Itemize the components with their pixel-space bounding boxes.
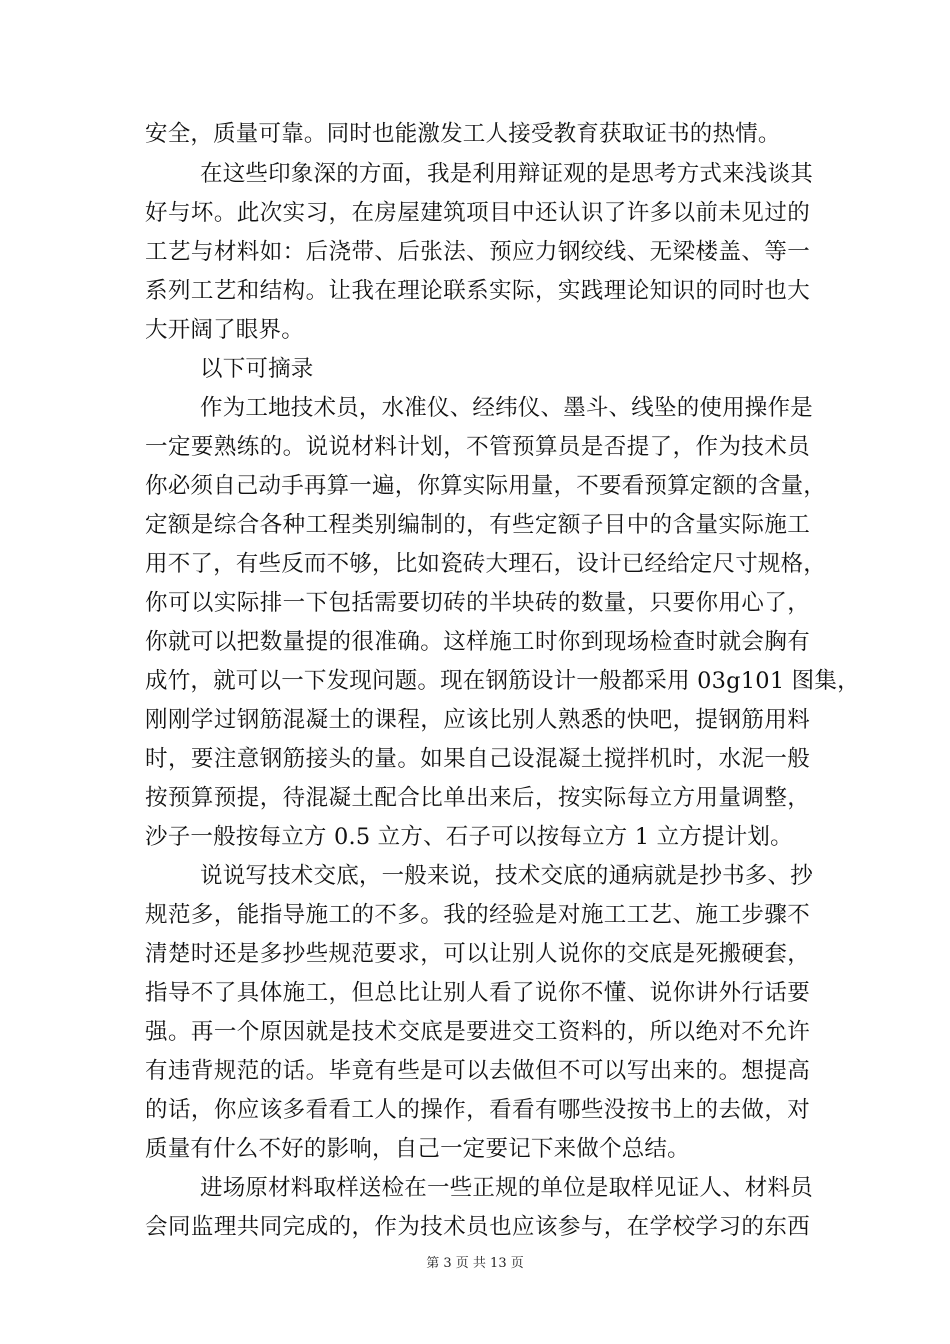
text-line: 工艺与材料如：后浇带、后张法、预应力钢绞线、无梁楼盖、等一 [145, 239, 810, 265]
text-line: 时，要注意钢筋接头的量。如果自己设混凝土搅拌机时，水泥一般 [145, 746, 810, 772]
text-line: 大开阔了眼界。 [145, 317, 304, 343]
text-line: 的话，你应该多看看工人的操作，看看有哪些没按书上的去做，对 [145, 1097, 810, 1123]
text-line: 你必须自己动手再算一遍，你算实际用量，不要看预算定额的含量， [145, 473, 827, 499]
text-line: 质量有什么不好的影响，自己一定要记下来做个总结。 [145, 1136, 690, 1162]
text-line: 一定要熟练的。说说材料计划，不管预算员是否提了，作为技术员 [145, 434, 810, 460]
paragraph-first-line: 进场原材料取样送检在一些正规的单位是取样见证人、材料员 [200, 1175, 813, 1201]
text-line: 定额是综合各种工程类别编制的，有些定额子目中的含量实际施工 [145, 512, 810, 538]
text-line: 沙子一般按每立方 0.5 立方、石子可以按每立方 1 立方提计划。 [145, 824, 793, 850]
text-line: 有违背规范的话。毕竟有些是可以去做但不可以写出来的。想提高 [145, 1058, 810, 1084]
page-number-text: 第 3 页 共 13 页 [426, 1256, 524, 1271]
text-line: 会同监理共同完成的，作为技术员也应该参与，在学校学习的东西 [145, 1214, 810, 1240]
text-line: 用不了，有些反而不够，比如瓷砖大理石，设计已经给定尺寸规格， [145, 551, 827, 577]
text-line: 好与坏。此次实习，在房屋建筑项目中还认识了许多以前未见过的 [145, 200, 810, 226]
text-line: 指导不了具体施工，但总比让别人看了说你不懂、说你讲外行话要 [145, 980, 810, 1006]
page-number-footer [0, 1252, 950, 1271]
text-line: 安全，质量可靠。同时也能激发工人接受教育获取证书的热情。 [145, 121, 781, 147]
text-line: 你可以实际排一下包括需要切砖的半块砖的数量，只要你用心了， [145, 590, 810, 616]
section-note: 以下可摘录 [200, 356, 314, 382]
text-line: 成竹，就可以一下发现问题。现在钢筋设计一般都采用 03g101 图集， [145, 668, 860, 694]
text-line: 规范多，能指导施工的不多。我的经验是对施工工艺、施工步骤不 [145, 902, 810, 928]
text-line: 刚刚学过钢筋混凝土的课程，应该比别人熟悉的快吧，提钢筋用料 [145, 707, 810, 733]
text-line: 清楚时还是多抄些规范要求，可以让别人说你的交底是死搬硬套， [145, 941, 810, 967]
text-line: 强。再一个原因就是技术交底是要进交工资料的，所以绝对不允许 [145, 1019, 810, 1045]
paragraph-first-line: 说说写技术交底，一般来说，技术交底的通病就是抄书多、抄 [200, 863, 813, 889]
text-line: 按预算预提，待混凝土配合比单出来后，按实际每立方用量调整， [145, 785, 810, 811]
text-line: 你就可以把数量提的很准确。这样施工时你到现场检查时就会胸有 [145, 629, 810, 655]
paragraph-first-line: 在这些印象深的方面，我是利用辩证观的是思考方式来浅谈其 [200, 161, 813, 187]
paragraph-first-line: 作为工地技术员，水准仪、经纬仪、墨斗、线坠的使用操作是 [200, 395, 813, 421]
text-line: 系列工艺和结构。让我在理论联系实际，实践理论知识的同时也大 [145, 278, 810, 304]
